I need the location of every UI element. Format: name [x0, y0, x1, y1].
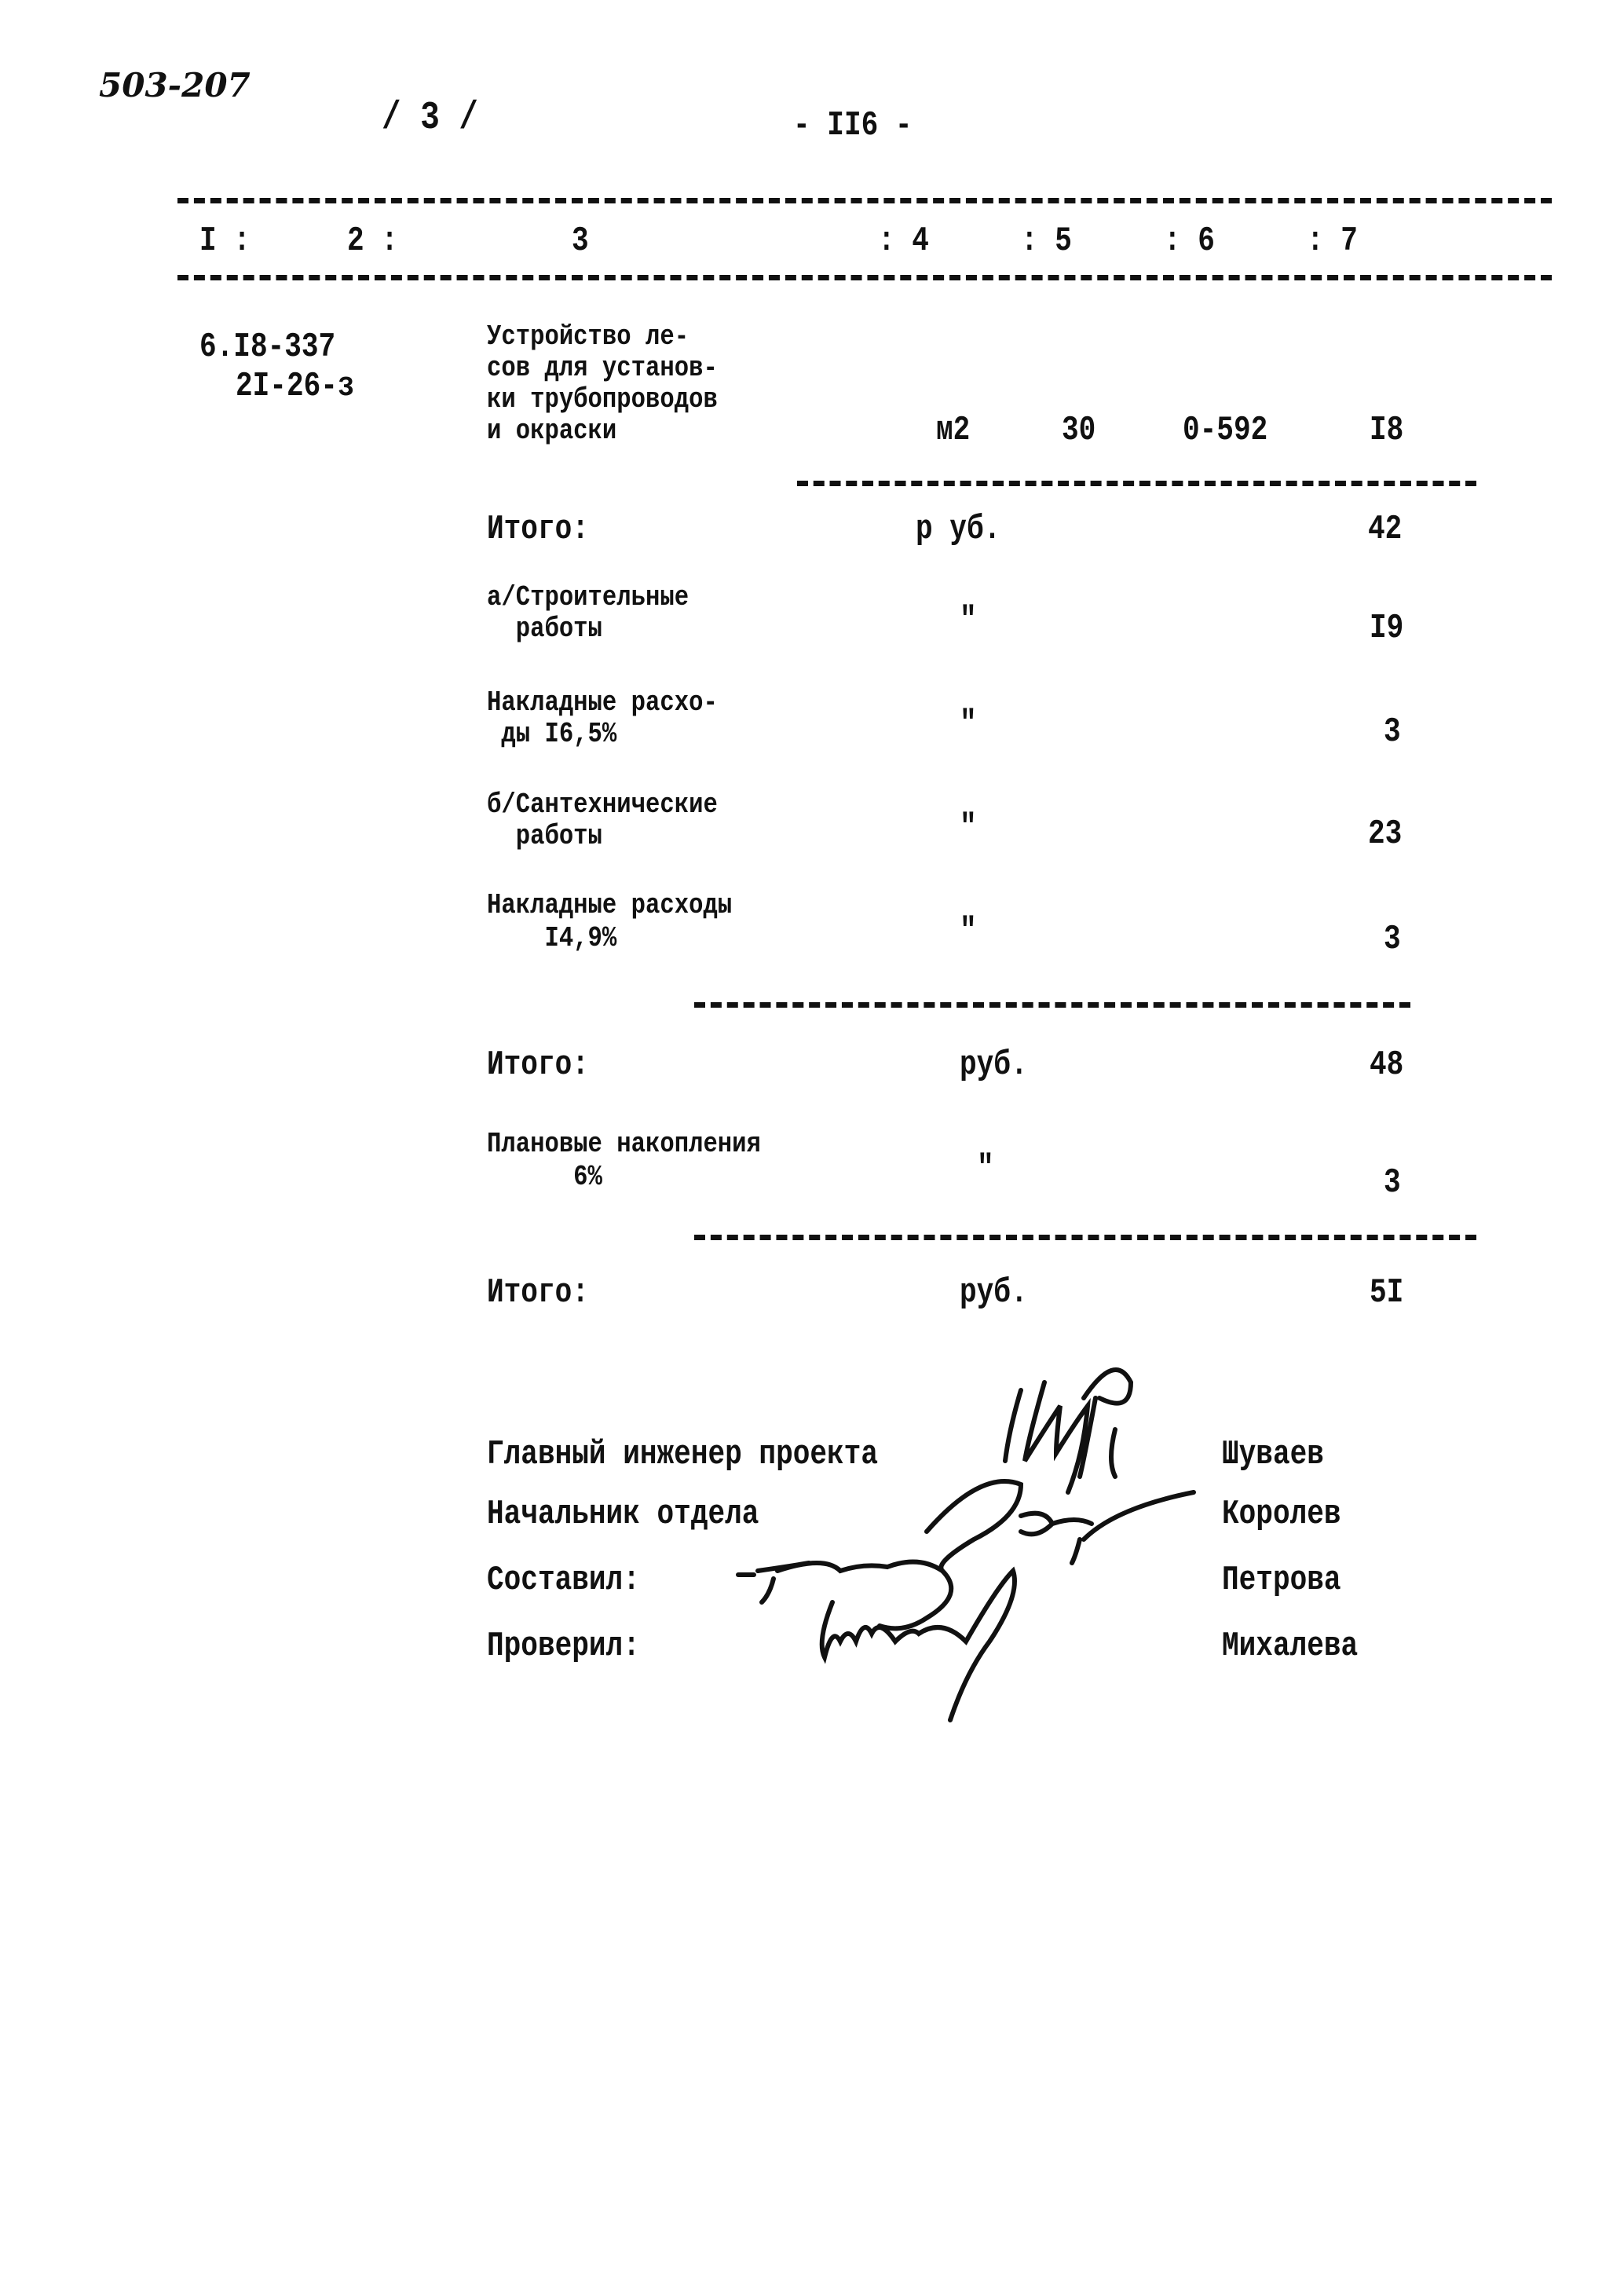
- column-header: : 4: [878, 221, 929, 261]
- row-label: б/Сантехнические: [487, 789, 718, 821]
- row-unit: р уб.: [916, 510, 1001, 549]
- signature-department-head: [927, 1481, 1194, 1571]
- signature-name: Михалева: [1222, 1627, 1359, 1666]
- row-value: 48: [1370, 1045, 1404, 1085]
- section-mark: / 3 /: [382, 96, 479, 141]
- column-header: : 6: [1164, 221, 1215, 261]
- row-unit: ": [960, 705, 977, 744]
- row-unit: ": [977, 1149, 994, 1188]
- item-description: и окраски: [487, 415, 617, 447]
- column-header: : 5: [1021, 221, 1072, 261]
- signature-role: Проверил:: [487, 1627, 640, 1666]
- item-description: Устройство ле-: [487, 320, 689, 353]
- item-description: сов для установ-: [487, 352, 718, 384]
- row-unit: ": [960, 601, 977, 640]
- row-value: 3: [1384, 712, 1401, 752]
- signature-name: Шуваев: [1222, 1435, 1324, 1474]
- row-unit: ": [960, 808, 977, 847]
- row-label: I4,9%: [487, 922, 617, 954]
- row-label: 6%: [487, 1161, 602, 1193]
- row-value: I9: [1370, 609, 1404, 648]
- signature-role: Начальник отдела: [487, 1495, 759, 1534]
- row-label: Накладные расходы: [487, 889, 733, 921]
- signature-role: Главный инженер проекта: [487, 1435, 878, 1474]
- row-label: а/Строительные: [487, 581, 689, 613]
- item-quantity: 30: [1062, 411, 1096, 450]
- row-unit: руб.: [960, 1273, 1028, 1312]
- row-label: Плановые накопления: [487, 1128, 761, 1160]
- item-total: I8: [1370, 411, 1404, 450]
- item-code-sub: 2I-26-з: [236, 367, 355, 406]
- column-header: 3: [572, 221, 589, 261]
- page-number: - II6 -: [793, 106, 913, 145]
- item-unit: м2: [936, 411, 971, 450]
- row-value: 23: [1368, 814, 1403, 854]
- row-label: ды I6,5%: [487, 718, 617, 750]
- column-header: 2 :: [347, 221, 398, 261]
- document-number: 503-207: [99, 66, 251, 104]
- row-unit: ": [960, 912, 977, 951]
- item-description: ки трубопроводов: [487, 383, 718, 415]
- row-label: Накладные расхо-: [487, 686, 718, 719]
- row-value: 3: [1384, 920, 1401, 959]
- row-label: работы: [487, 613, 602, 645]
- column-header: : 7: [1307, 221, 1358, 261]
- signature-chief-engineer: [1005, 1370, 1131, 1492]
- row-label: работы: [487, 820, 602, 852]
- signature-compiler: [738, 1562, 951, 1629]
- row-value: 42: [1368, 510, 1403, 549]
- row-value: 3: [1384, 1163, 1401, 1202]
- signature-name: Королев: [1222, 1495, 1341, 1534]
- signature-role: Составил:: [487, 1561, 640, 1600]
- row-unit: руб.: [960, 1045, 1028, 1085]
- signature-name: Петрова: [1222, 1561, 1341, 1600]
- row-label: Итого:: [487, 1045, 589, 1085]
- column-header: I :: [199, 221, 251, 261]
- row-label: Итого:: [487, 1273, 589, 1312]
- item-unit-price: 0-592: [1183, 411, 1268, 450]
- row-value: 5I: [1370, 1273, 1404, 1312]
- row-label: Итого:: [487, 510, 589, 549]
- signature-checker: [822, 1571, 1015, 1720]
- item-code: 6.I8-337: [199, 328, 336, 367]
